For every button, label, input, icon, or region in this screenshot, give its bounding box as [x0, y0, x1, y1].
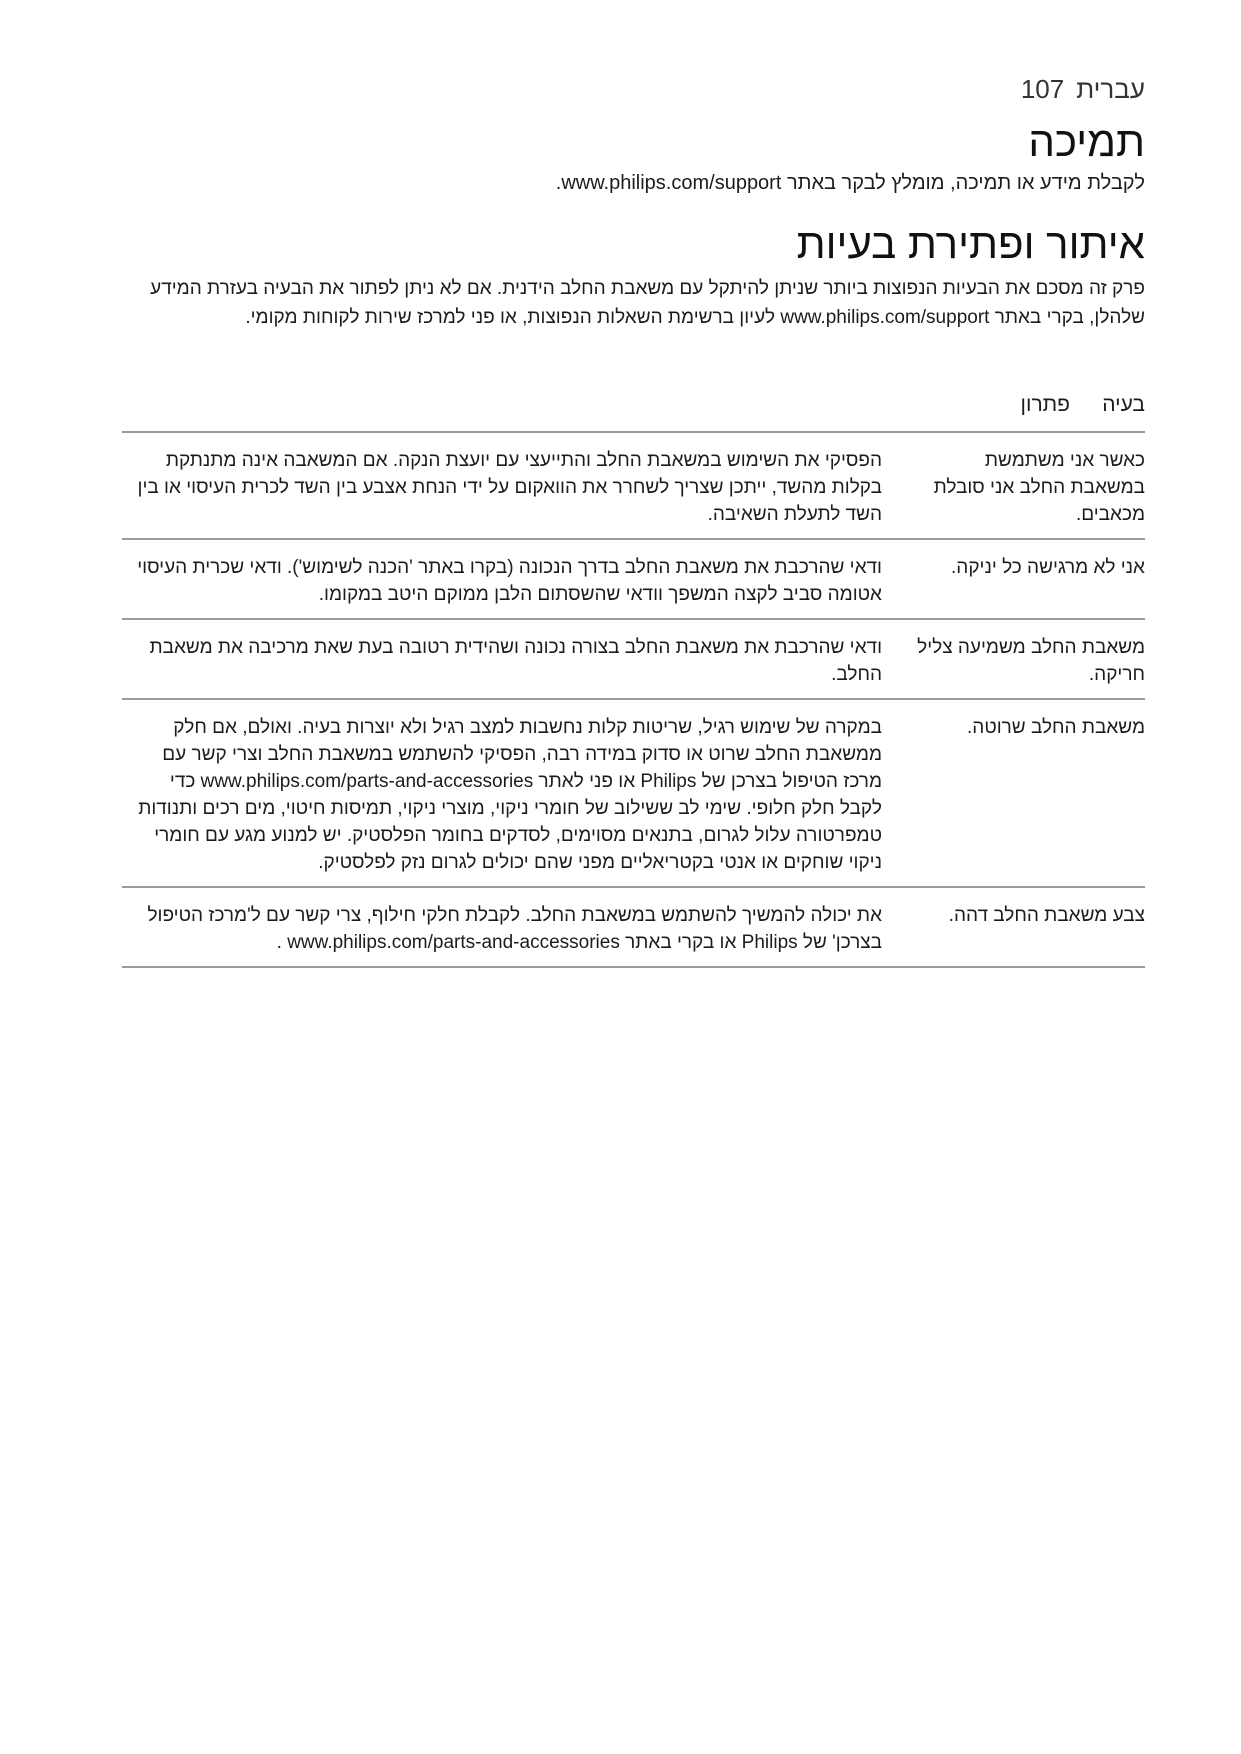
header-solution: פתרון	[1020, 393, 1070, 416]
problem-cell: אני לא מרגישה כל יניקה.	[951, 557, 1145, 578]
table-row	[122, 620, 1145, 700]
support-paragraph: לקבלת מידע או תמיכה, מומלץ לבקר באתר www.philips.com/support.	[555, 172, 1145, 194]
page-header	[1021, 74, 1145, 105]
solution-cell: ודאי שהרכבת את משאבת החלב בצורה נכונה ושהידית רטובה בעת שאת מרכיבה את משאבת החלב.	[149, 637, 882, 685]
solution-cell: הפסיקי את השימוש במשאבת החלב והתייעצי עם יועצת הנקה. אם המשאבה אינה מתנתקת בקלות מהשד, ייתכן שצריך לשחרר את הוואקום על ידי הנחת אצבע בין השד לכרית העיסוי או בין השד לתעלת השאיבה.	[137, 450, 882, 525]
troubleshooting-table	[122, 393, 1145, 968]
table-row	[122, 888, 1145, 968]
solution-cell: את יכולה להמשיך להשתמש במשאבת החלב. לקבלת חלקי חילוף, צרי קשר עם ל'מרכז הטיפול בצרכן' של Philips או בקרי באתר www.philips.com/parts-and-accessories .	[147, 905, 882, 953]
table-header-row	[122, 393, 1145, 433]
table-row	[122, 540, 1145, 620]
table-row	[122, 700, 1145, 888]
troubleshooting-heading: איתור ופתירת בעיות	[796, 220, 1145, 267]
page-number: 107	[1020, 74, 1065, 104]
table-row	[122, 433, 1145, 540]
problem-cell: צבע משאבת החלב דהה.	[948, 905, 1145, 926]
problem-cell: משאבת החלב שרוטה.	[967, 717, 1145, 738]
solution-cell: במקרה של שימוש רגיל, שריטות קלות נחשבות למצב רגיל ולא יוצרות בעיה. ואולם, אם חלק ממשאבת החלב שרוט או סדוק במידה רבה, הפסיקי להשתמש במשאבת החלב וצרי קשר עם מרכז הטיפול בצרכן של Philips או פני לאתר www.philips.com/parts-and-accessories כדי לקבל חלק חלופי. שימי לב ששילוב של חומרי ניקוי, מוצרי ניקוי, תמיסות חיטוי, מים רכים ותנודות טמפרטורה עלול לגרום, בתנאים מסוימים, לסדקים בחומר הפלסטיק. יש למנוע מגע עם חומרי ניקוי שוחקים או אנטי בקטריאליים מפני שהם יכולים לגרום נזק לפלסטיק.	[138, 717, 882, 873]
problem-cell: כאשר אני משתמשת במשאבת החלב אני סובלת מכאבים.	[933, 450, 1145, 525]
problem-cell: משאבת החלב משמיעה צליל חריקה.	[917, 637, 1145, 685]
language-label: עברית	[1076, 74, 1145, 104]
header-problem: בעיה	[1102, 393, 1145, 416]
troubleshooting-intro: פרק זה מסכם את הבעיות הנפוצות ביותר שניתן להיתקל עם משאבת החלב הידנית. אם לא ניתן לפתור את הבעיה בעזרת המידע שלהלן, בקרי באתר www.philips.com/support לעיון ברשימת השאלות הנפוצות, או פני למרכז שירות לקוחות מקומי.	[150, 278, 1145, 328]
solution-cell: ודאי שהרכבת את משאבת החלב בדרך הנכונה (בקרו באתר 'הכנה לשימוש'). ודאי שכרית העיסוי אטומה סביב לקצה המשפך וודאי שהשסתום הלבן ממוקם היטב במקומו.	[137, 557, 882, 605]
support-heading: תמיכה	[1028, 118, 1145, 165]
